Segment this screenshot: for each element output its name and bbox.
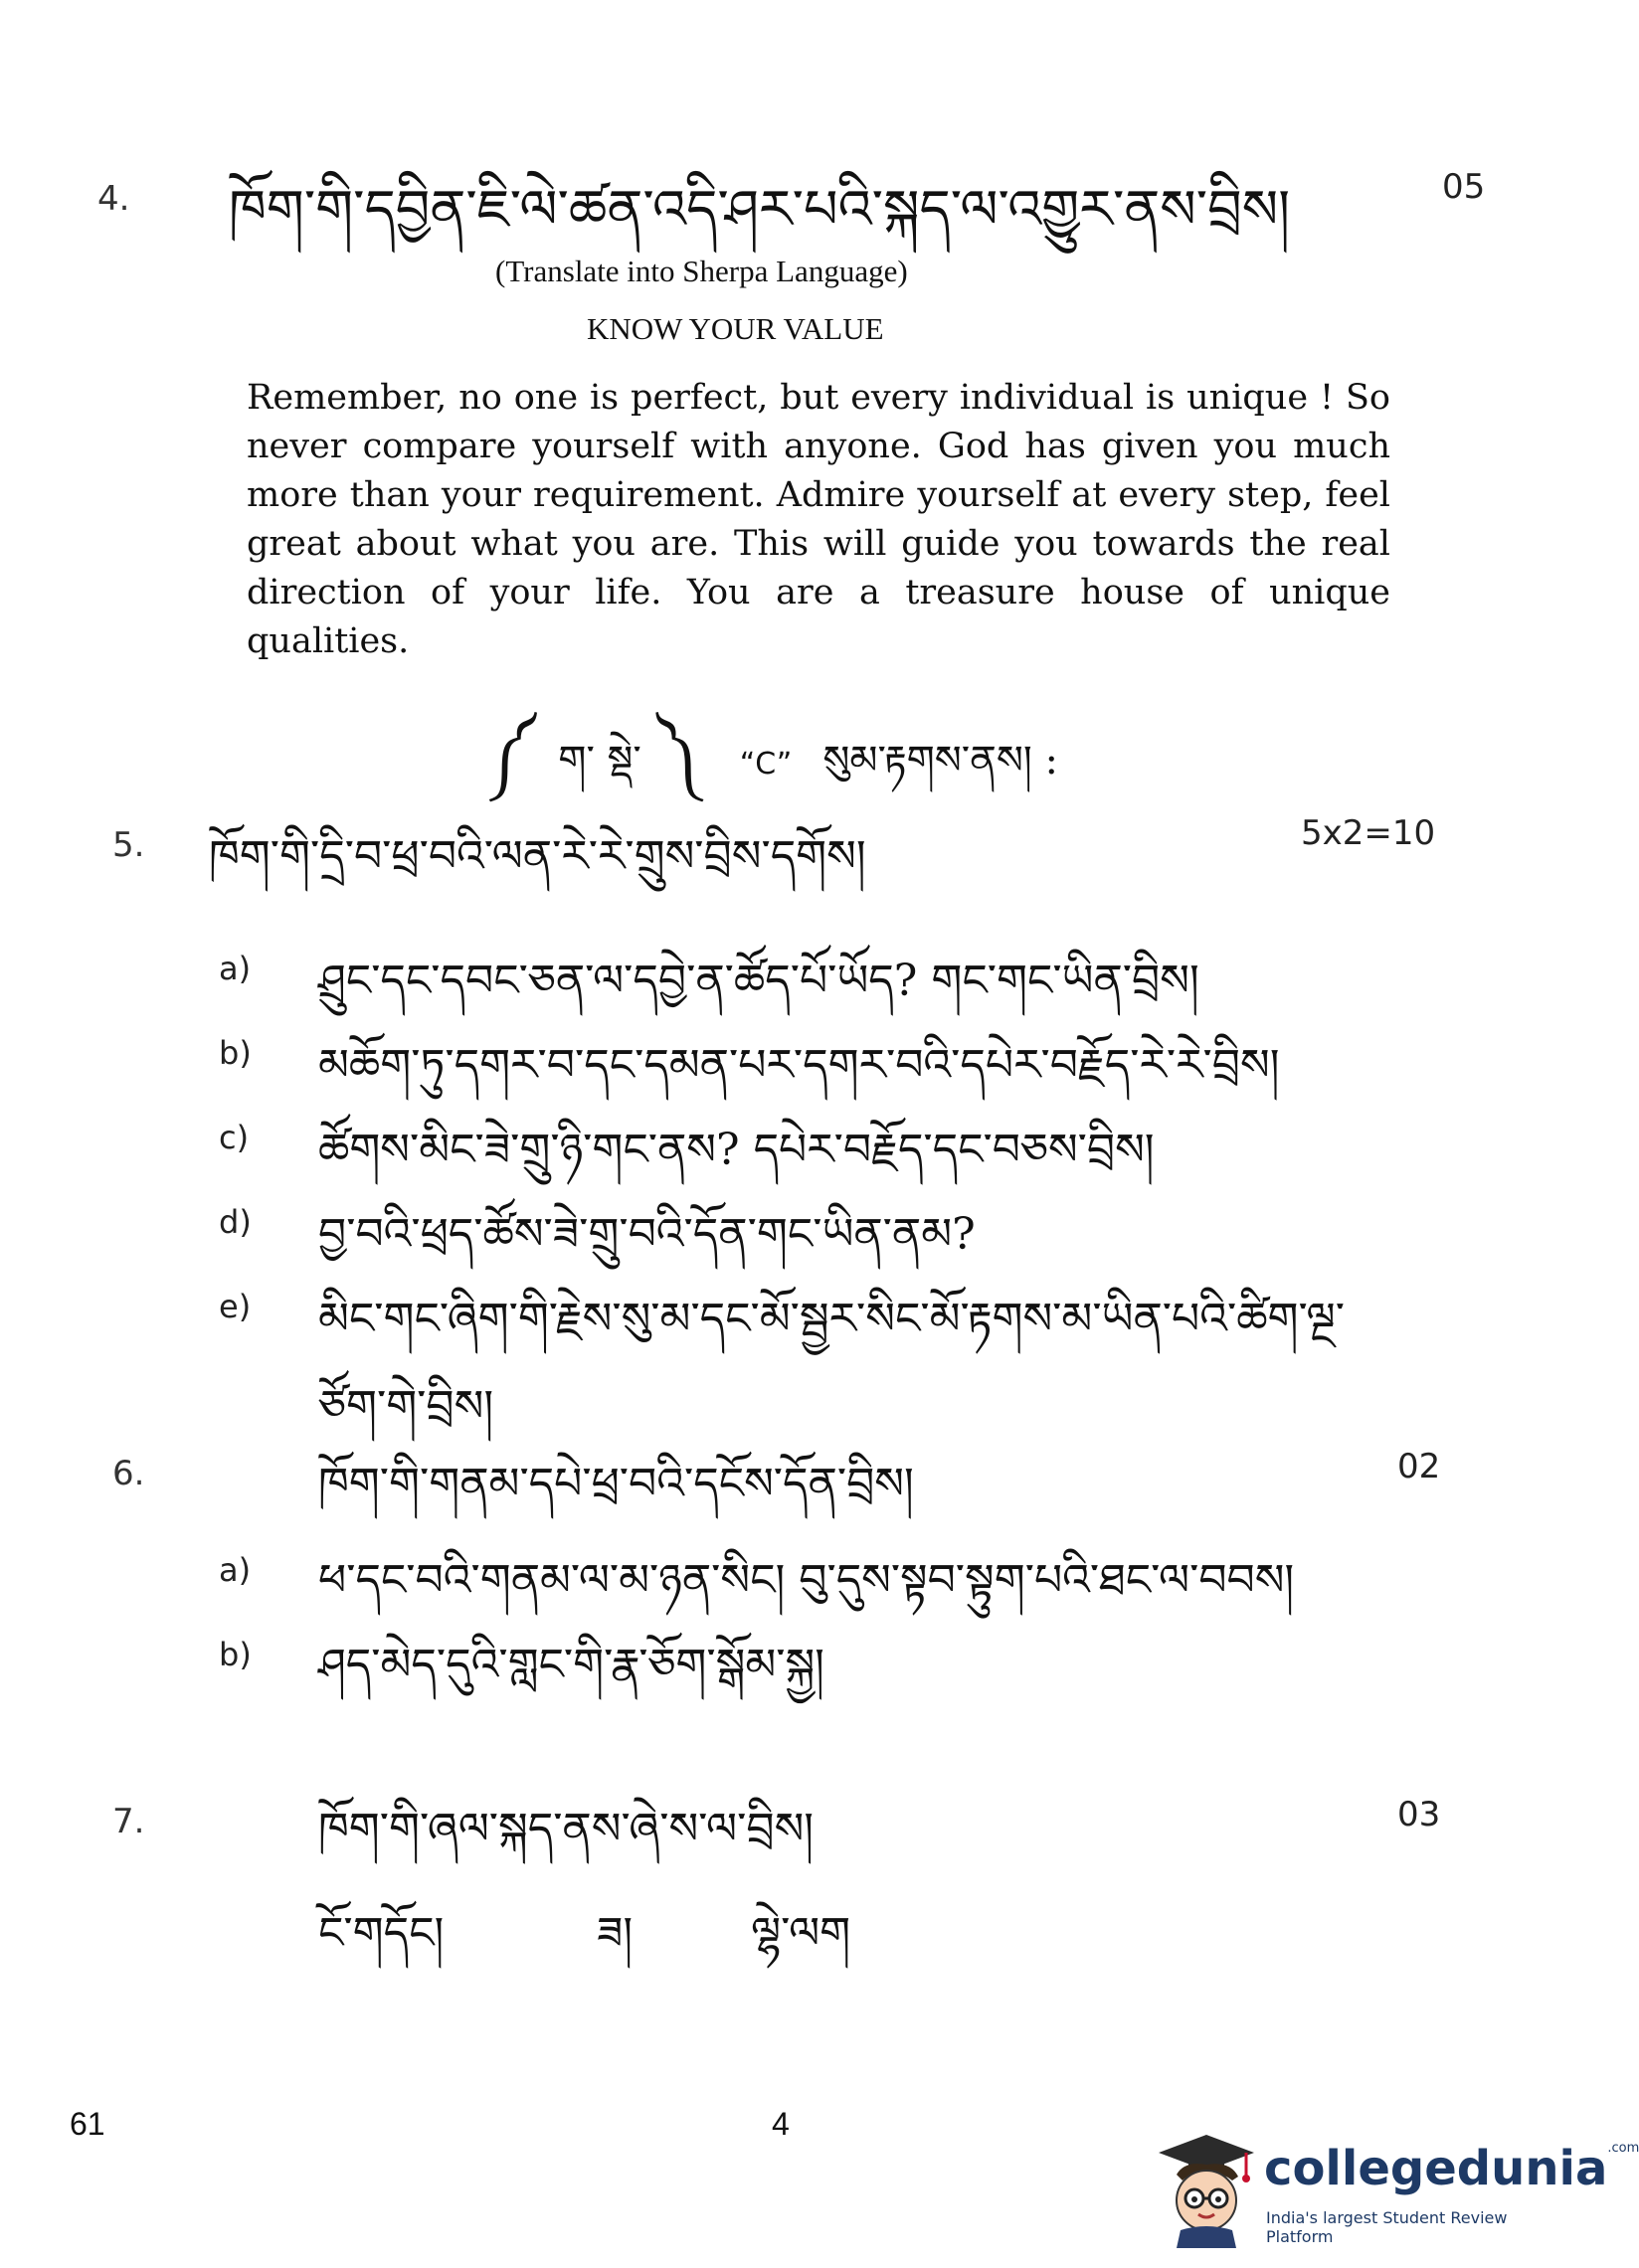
- q6-option-b-label: b): [219, 1636, 252, 1673]
- section-c-heading: [487, 686, 1058, 788]
- q4-heading: ཁོག་གི་དབྱིན་ཇི་ལེ་ཚན་འདི་ཤར་པའི་སྐད་ལ་འགྱུར་ནས་བྲིས།: [229, 178, 1291, 241]
- q6-option-a-label: a): [219, 1551, 252, 1589]
- q4-paragraph: Remember, no one is perfect, but every individual is unique ! So never compare yourself with anyone. God has given you much more than your requirement. Admire yourself at every step, feel great about what you are. This will guide you towards the real direction of your life. You are a treasure house of unique qualities.: [247, 378, 1390, 661]
- collegedunia-logo[interactable]: [1155, 2131, 1639, 2250]
- q7-marks: 03: [1397, 1795, 1441, 1834]
- q5-option-e-label: e): [219, 1288, 252, 1325]
- q7-word-3: ལྷེ་ལག: [751, 1908, 851, 1959]
- q7-word-1: ངོ་གདོང།: [318, 1908, 445, 1959]
- student-mascot-icon: [1155, 2131, 1258, 2248]
- q5-option-d-label: d): [219, 1203, 252, 1241]
- q5-number: 5.: [112, 825, 145, 865]
- q5-option-e-text: མིང་གང་ཞིག་གི་རྗེས་སུ་མ་དང་མོ་སྦྱར་སིང་མོ་རྟགས་མ་ཡིན་པའི་ཚིག་ལྔ་: [318, 1294, 1345, 1344]
- q5-option-c-label: c): [219, 1119, 250, 1156]
- section-label: ག་ སྡེ་: [558, 738, 641, 784]
- q6-heading: ཁོག་གི་གནམ་དཔེ་ཕྲ་བའི་དངོས་དོན་བྲིས།: [318, 1459, 914, 1509]
- logo-tagline: India's largest Student Review Platform: [1266, 2208, 1508, 2246]
- q5-option-d-text: བྱ་བའི་ཕྲད་ཚོས་ཟེ་གྲུ་བའི་དོན་གང་ཡིན་ནམ?: [318, 1209, 976, 1260]
- q4-subtitle: (Translate into Sherpa Language): [495, 254, 908, 288]
- q6-marks: 02: [1397, 1447, 1441, 1486]
- q5-marks: 5x2=10: [1301, 813, 1436, 853]
- q7-word-2: ཟ།: [597, 1908, 634, 1959]
- section-bracket-close: ༽: [655, 719, 699, 788]
- q5-option-b-text: མཆོག་ཏུ་དགར་བ་དང་དམན་པར་དགར་བའི་དཔེར་བརྗོད་རེ་རེ་བྲིས།: [318, 1040, 1280, 1091]
- page-number: 4: [772, 2106, 790, 2142]
- logo-suffix: .com: [1607, 2141, 1639, 2156]
- section-bracket-open: ༼: [487, 719, 536, 788]
- q5-option-b-label: b): [219, 1034, 252, 1072]
- q4-marks: 05: [1442, 167, 1486, 207]
- q6-number: 6.: [112, 1454, 145, 1493]
- footer-code: 61: [70, 2106, 105, 2142]
- q7-number: 7.: [112, 1802, 145, 1841]
- section-letter: “C”: [739, 747, 793, 782]
- q6-option-b-text: ཤད་མེད་དུའི་གླང་གི་རྣ་ཅོག་སྒོམ་སྐྱ།: [318, 1640, 824, 1690]
- q4-title: KNOW YOUR VALUE: [587, 311, 884, 346]
- logo-name: collegedunia$^{.com}$: [1264, 2141, 1639, 2196]
- q5-option-c-text: ཚོགས་མིང་ཟེ་གྲུ་ཉི་གང་ནས? དཔེར་བརྗོད་དང་བཅས་བྲིས།: [318, 1125, 1155, 1175]
- q5-option-e-continuation: ཙོག་གེ་བྲིས།: [318, 1381, 494, 1432]
- q5-option-a-label: a): [219, 950, 252, 987]
- q6-option-a-text: ཕ་དང་བའི་གནམ་ལ་མ་ཉན་སིང། བུ་དུས་སྟབ་སྟུག་པའི་ཐང་ལ་བབས།: [318, 1555, 1295, 1606]
- q4-number: 4.: [97, 179, 130, 219]
- q5-option-a-text: ཤྲུང་དང་དབང་ཅན་ལ་དབྱེ་ན་ཚོད་པོ་ཡོད? གང་གང་ཡིན་བྲིས།: [318, 956, 1199, 1006]
- q7-heading: ཁོག་གི་ཞལ་སྐད་ནས་ཞེ་ས་ལ་བྲིས།: [318, 1804, 815, 1854]
- q5-heading: ཁོག་གི་དྲི་བ་ཕྲ་བའི་ལན་རེ་རེ་གྲུས་བྲིས་དགོས།: [209, 831, 866, 882]
- section-note: སུམ་རྟགས་ནས། :: [822, 738, 1058, 784]
